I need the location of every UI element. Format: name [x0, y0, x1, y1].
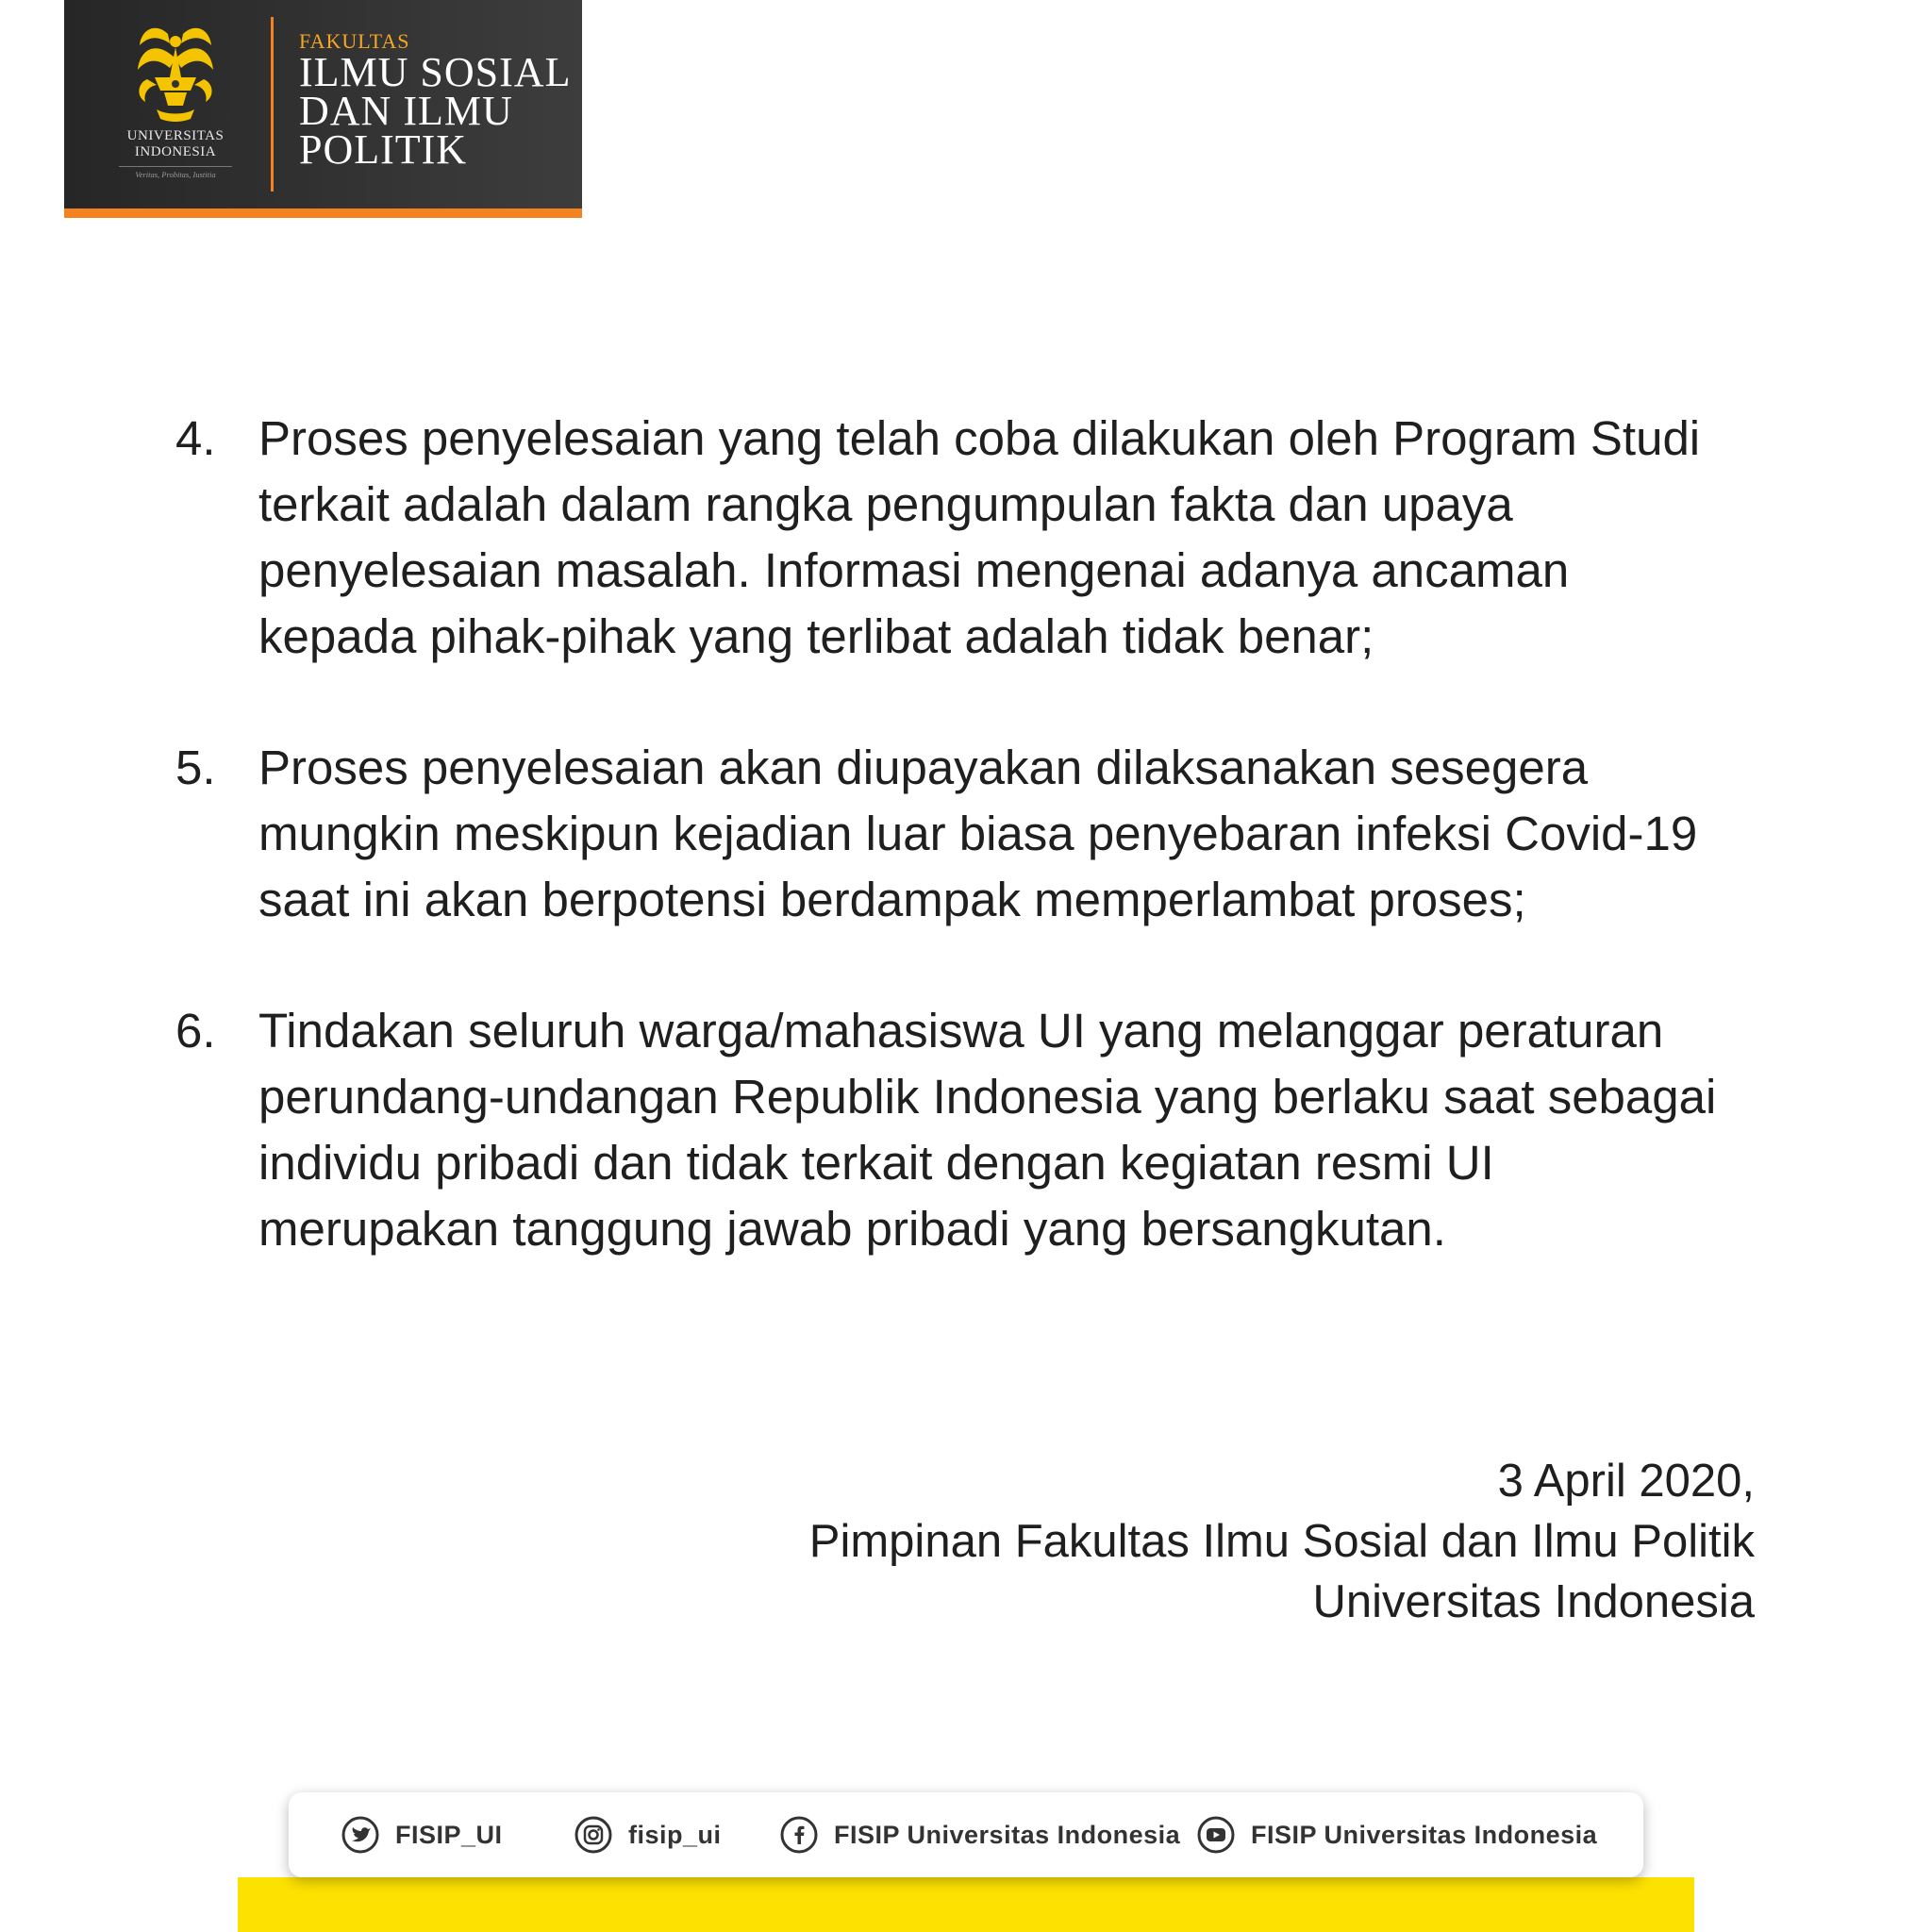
- faculty-label: FAKULTAS: [299, 29, 410, 53]
- makara-emblem-icon: [128, 21, 223, 125]
- statement-list: [175, 406, 1732, 1327]
- youtube-icon: [1196, 1815, 1236, 1855]
- social-facebook[interactable]: [779, 1813, 1180, 1857]
- signature-institution: Universitas Indonesia: [1312, 1576, 1755, 1627]
- item-text: Proses penyelesaian yang telah coba dilakukan oleh Program Studi terkait adalah dalam rangka pengumpulan fakta dan upaya penyelesaian masalah. Informasi mengenai adanya ancaman kepada pihak-pihak yang terlibat adalah tidak benar;: [258, 411, 1701, 663]
- item-number: 4.: [175, 411, 216, 465]
- facebook-page: FISIP Universitas Indonesia: [834, 1820, 1181, 1849]
- signature-block: [809, 1451, 1755, 1632]
- logo-accent-bar: [64, 208, 582, 218]
- social-youtube[interactable]: [1196, 1813, 1597, 1857]
- faculty-name-line2: DAN ILMU: [299, 88, 513, 134]
- signature-date: 3 April 2020,: [1497, 1456, 1755, 1507]
- logo-divider: [271, 17, 274, 192]
- social-media-bar: [289, 1792, 1643, 1877]
- university-motto: Veritas, Probitas, Iustitia: [119, 166, 232, 179]
- faculty-name: [299, 29, 572, 173]
- youtube-channel: FISIP Universitas Indonesia: [1251, 1820, 1598, 1849]
- list-item: [175, 406, 1732, 670]
- list-item: [175, 998, 1732, 1262]
- item-number: 5.: [175, 741, 216, 794]
- faculty-logo: [64, 0, 582, 218]
- faculty-name-line1: ILMU SOSIAL: [299, 49, 572, 95]
- university-emblem: [119, 21, 232, 191]
- faculty-name-line3: POLITIK: [299, 126, 468, 173]
- twitter-icon: [341, 1815, 380, 1855]
- social-instagram[interactable]: [574, 1813, 722, 1857]
- facebook-icon: [779, 1815, 819, 1855]
- footer-accent-bar: [238, 1877, 1694, 1932]
- item-text: Proses penyelesaian akan diupayakan dilaksanakan sesegera mungkin meskipun kejadian luar biasa penyebaran infeksi Covid-19 saat ini akan berpotensi berdampak memperlambat proses;: [258, 741, 1698, 926]
- list-item: [175, 735, 1732, 933]
- instagram-icon: [574, 1815, 613, 1855]
- signature-title: Pimpinan Fakultas Ilmu Sosial dan Ilmu Politik: [808, 1516, 1755, 1567]
- university-name-line1: UNIVERSITAS: [126, 128, 225, 143]
- social-twitter[interactable]: [341, 1813, 503, 1857]
- item-text: Tindakan seluruh warga/mahasiswa UI yang melanggar peraturan perundang-undangan Republik Indonesia yang berlaku saat sebagai individu pribadi dan tidak terkait dengan kegiatan resmi UI merupakan tanggung jawab pribadi yang bersangkutan.: [258, 1004, 1717, 1256]
- item-number: 6.: [175, 1004, 216, 1058]
- university-name-line2: INDONESIA: [134, 144, 217, 159]
- twitter-handle: FISIP_UI: [395, 1820, 503, 1849]
- instagram-handle: fisip_ui: [628, 1820, 722, 1849]
